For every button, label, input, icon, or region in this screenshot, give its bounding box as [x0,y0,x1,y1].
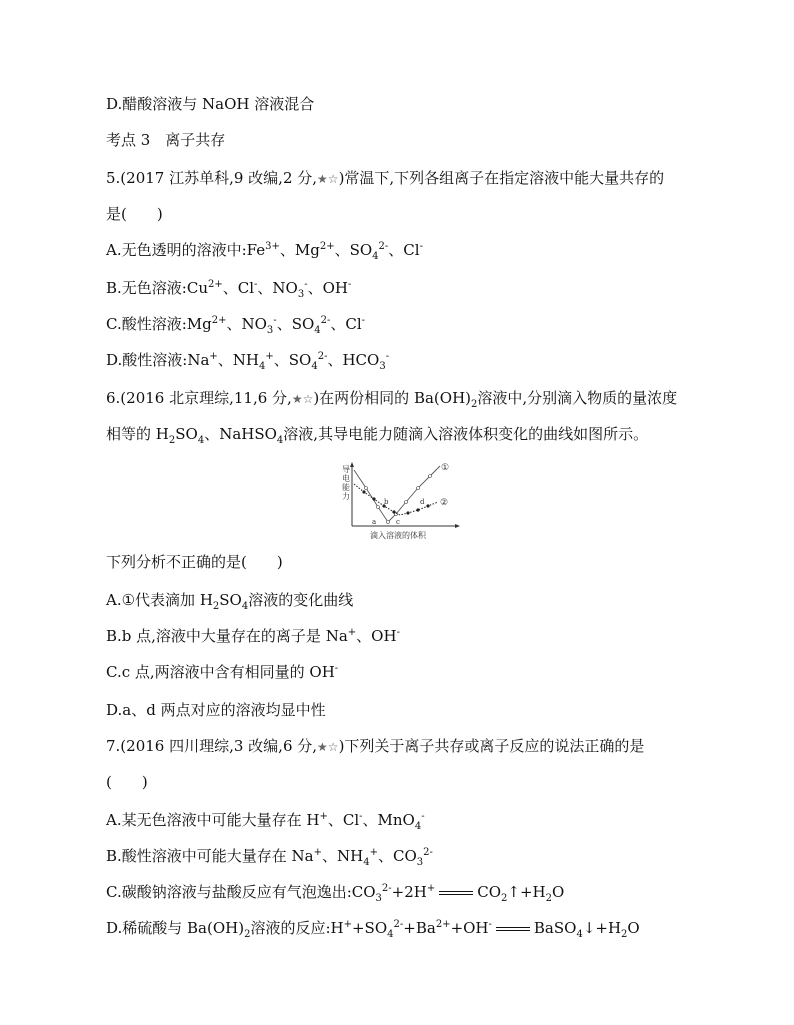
question-7-line2: ( ) [106,773,148,791]
conductivity-chart [330,462,460,540]
y-axis-label-char: 电 [342,474,350,483]
question-5-head: 5.(2017 江苏单科,9 改编,2 分,★☆)常温下,下列各组离子在指定溶液中能大量共存的 [106,169,665,187]
equals-sign [496,927,530,931]
section-title: 考点 3 离子共存 [106,131,226,149]
question-7-head: 7.(2016 四川理综,3 改编,6 分,★☆)下列关于离子共存或离子反应的说法正确的是 [106,737,645,755]
question-7-option-b: B.酸性溶液中可能大量存在 Na+、$NH_4^+$、$CO_3^{2-}$ [106,847,433,868]
y-axis-label-char: 能 [342,483,350,492]
x-axis-label: 滴入溶液的体积 [370,531,426,540]
question-6-option-c: C.c 点,两溶液中含有相同量的 OH- [106,663,339,681]
question-6-option-d: D.a、d 两点对应的溶液均显中性 [106,701,326,719]
y-axis-label-char: 导 [342,465,350,474]
question-7-option-c: C.碳酸钠溶液与盐酸反应有气泡逸出$:CO_3^{2-}+2H^+$ $CO_2↑+H_2O$ [106,883,565,904]
option-d-prev: D.醋酸溶液与 NaOH 溶液混合 [106,95,315,113]
question-5-line2: 是( ) [106,205,163,223]
conductivity-figure [330,462,460,540]
question-6-option-b: B.b 点,溶液中大量存在的离子是 Na+、OH- [106,627,400,645]
question-6-head: 6.(2016 北京理综,11,6 分,★☆)在两份相同的 $Ba(OH)_2$溶液中,分别滴入物质的量浓度 [106,389,678,410]
question-7-option-a: A.某无色溶液中可能大量存在 H+、Cl-、MnO$_4$- [106,811,425,832]
point-d-label: d [420,498,425,506]
difficulty-stars-icon: ★☆ [317,172,339,186]
point-b-label: b [384,498,389,506]
question-5-option-c: C.酸性溶液$:Mg^{2+}$、$NO_3^-$、$SO_4^{2-}$、Cl- [106,315,366,336]
curve-1-label: ① [441,463,450,473]
curve-2-label: ② [440,498,449,508]
question-5-option-b: B.无色溶液$:Cu^{2+}$、Cl-、$NO_3^-$、OH- [106,279,352,300]
question-7-option-d: D.稀硫酸与 $Ba(OH)_2$溶液的反应$:H^++SO_4^{2-}+Ba^{2+}+OH^-$ $BaSO_4↓+H_2O$ [106,919,640,940]
y-axis-label-char: 力 [342,492,350,501]
equals-sign [439,891,473,895]
point-a-label: a [372,518,377,526]
question-5-option-d: D.酸性溶液:Na+、$NH_4^+$、$SO_4^{2-}$、$HCO_3^-$ [106,351,390,372]
question-6-prompt: 下列分析不正确的是( ) [106,553,283,571]
question-6-option-a: A.①代表滴加 $H_2SO_4$溶液的变化曲线 [106,591,354,612]
y-axis-arrow [350,462,354,467]
question-5-option-a: A.无色透明的溶液中$:Fe^{3+}$、$Mg^{2+}$、$SO_4^{2-}$、Cl- [106,241,423,262]
difficulty-stars-icon: ★☆ [317,740,339,754]
x-axis-arrow [455,524,460,528]
point-c-label: c [396,518,400,526]
y-axis-label [342,464,350,501]
question-6-line2: 相等的 $H_2SO_4$、NaHSO$_4$溶液,其导电能力随滴入溶液体积变化的曲线如图所示。 [106,425,649,446]
difficulty-stars-icon: ★☆ [291,392,314,406]
